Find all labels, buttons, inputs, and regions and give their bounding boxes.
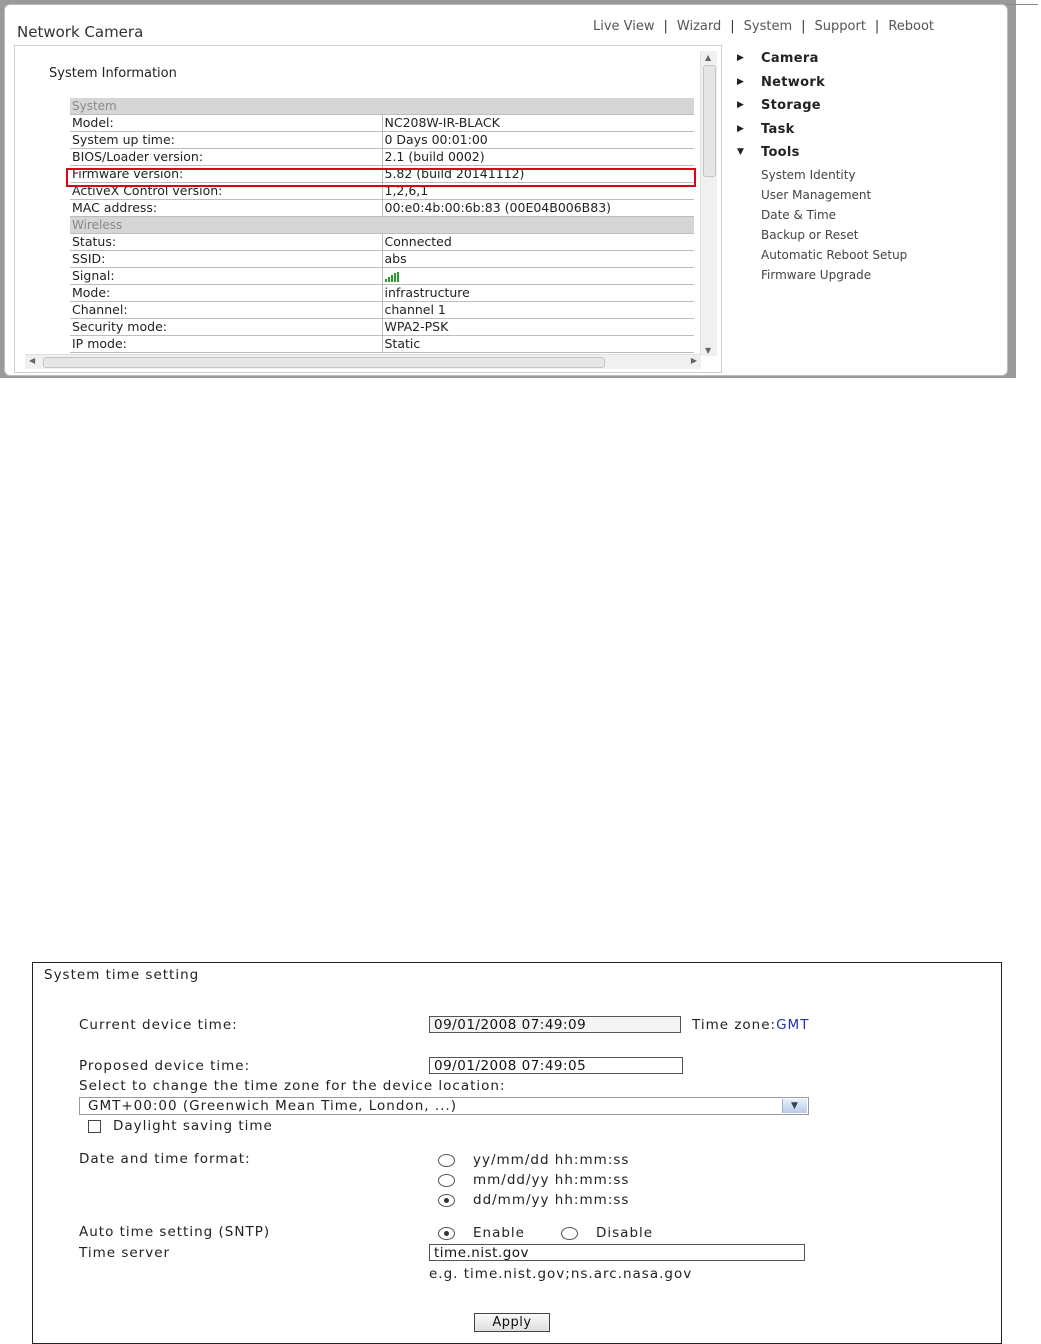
time-zone-label: Time zone: [692,1017,777,1033]
row-label: Mode: [70,285,382,302]
format-option-label: mm/dd/yy hh:mm:ss [473,1172,630,1188]
submenu-backup-reset[interactable]: Backup or Reset [761,227,859,242]
panel-title: System time setting [44,967,200,983]
row-value: 00:e0:4b:00:6b:83 (00E04B006B83) [382,200,694,217]
divider [1004,4,1038,5]
horizontal-scrollbar[interactable] [25,354,701,369]
chevron-down-icon[interactable]: ▼ [782,1099,807,1113]
table-row [70,319,694,336]
table-row [70,149,694,166]
table-row [70,268,694,285]
nav-separator: | [801,19,806,34]
table-group-header [70,217,694,234]
row-value: NC208W-IR-BLACK [382,115,694,132]
nav-system[interactable]: System [743,19,793,34]
menu-item-label: Camera [761,51,819,66]
menu-item-tools[interactable] [729,141,999,165]
time-server-label: Time server [79,1245,171,1261]
section-title: System Information [49,66,177,81]
row-value: 0 Days 00:01:00 [382,132,694,149]
group-name: Wireless [70,217,694,234]
row-value: WPA2-PSK [382,319,694,336]
table-row [70,285,694,302]
triangle-right-icon: ▶ [737,76,745,87]
scroll-left-arrow-icon[interactable]: ◀ [29,356,36,365]
table-row [70,200,694,217]
daylight-saving-checkbox[interactable] [88,1120,101,1133]
menu-item-label: Storage [761,98,821,113]
time-zone-display [692,1017,809,1033]
time-zone-selected-value: GMT+00:00 (Greenwich Mean Time, London, ...) [88,1098,457,1114]
current-device-time-field: 09/01/2008 07:49:09 [429,1016,681,1033]
nav-separator: | [874,19,880,34]
format-radio-ddmmyy[interactable] [438,1194,455,1207]
triangle-down-icon: ▼ [737,147,745,157]
nav-separator: | [663,19,668,34]
table-row-firmware-version [70,166,694,183]
triangle-right-icon: ▶ [737,100,745,110]
row-value: channel 1 [382,302,694,319]
table-row [70,115,694,132]
system-information-table [70,98,694,353]
scrollbar-thumb[interactable] [703,65,716,177]
scroll-up-arrow-icon[interactable]: ▲ [705,53,712,62]
submenu-automatic-reboot-setup[interactable]: Automatic Reboot Setup [761,247,908,262]
table-group-header [70,98,694,115]
row-value: abs [382,251,694,268]
sntp-disable-radio[interactable] [561,1227,578,1240]
proposed-device-time-input[interactable]: 09/01/2008 07:49:05 [429,1057,683,1074]
format-radio-yymmdd[interactable] [438,1154,455,1167]
nav-live-view[interactable]: Live View [593,19,655,34]
submenu-firmware-upgrade[interactable]: Firmware Upgrade [761,267,872,282]
table-row [70,336,694,353]
menu-item-label: Tools [761,145,800,160]
proposed-time-label: Proposed device time: [79,1058,251,1074]
apply-button[interactable]: Apply [474,1313,550,1332]
row-label: Security mode: [70,319,382,336]
sntp-disable-label: Disable [596,1225,654,1241]
time-zone-value: GMT [776,1017,810,1033]
submenu-system-identity[interactable]: System Identity [761,167,856,182]
menu-item-network[interactable] [729,71,999,95]
time-server-example: e.g. time.nist.gov;ns.arc.nasa.gov [429,1266,693,1282]
system-information-screenshot [0,0,1016,378]
current-time-label: Current device time: [79,1017,238,1033]
camera-admin-window [4,4,1008,376]
row-value: Connected [382,234,694,251]
row-label: System up time: [70,132,382,149]
table-row [70,251,694,268]
time-server-input[interactable]: time.nist.gov [429,1244,805,1261]
nav-support[interactable]: Support [814,19,866,34]
row-value: 1,2,6,1 [382,183,694,200]
table-row [70,183,694,200]
row-label: SSID: [70,251,382,268]
table-row [70,302,694,319]
row-value: Static [382,336,694,353]
system-time-setting-panel [32,962,1002,1344]
vertical-scrollbar[interactable] [700,51,717,356]
menu-item-label: Task [761,121,795,137]
row-label: ActiveX Control version: [70,183,382,200]
table-row [70,234,694,251]
time-zone-select[interactable] [79,1097,809,1115]
select-time-zone-label: Select to change the time zone for the device location: [79,1078,506,1094]
nav-separator: | [730,19,735,34]
triangle-right-icon: ▶ [737,53,745,63]
scrollbar-thumb[interactable] [43,357,605,368]
row-value: infrastructure [382,285,694,302]
date-time-format-label: Date and time format: [79,1151,251,1167]
row-label: MAC address: [70,200,382,217]
sntp-enable-radio[interactable] [438,1227,455,1240]
row-label: BIOS/Loader version: [70,149,382,166]
row-label: Model: [70,115,382,132]
format-radio-mmddyy[interactable] [438,1174,455,1187]
nav-wizard[interactable]: Wizard [676,19,722,34]
menu-item-label: Network [761,74,826,90]
row-label: Firmware version: [70,166,382,183]
menu-item-storage[interactable] [729,94,999,118]
row-label: IP mode: [70,336,382,353]
menu-item-task[interactable] [729,118,999,142]
row-label: Signal: [70,268,382,285]
format-option-label: dd/mm/yy hh:mm:ss [473,1192,630,1208]
scroll-down-arrow-icon[interactable]: ▼ [705,346,712,355]
daylight-saving-label: Daylight saving time [113,1118,273,1134]
app-title: Network Camera [17,23,144,41]
scroll-right-arrow-icon[interactable]: ▶ [690,356,697,365]
top-navigation [593,19,934,34]
sntp-label: Auto time setting (SNTP) [79,1224,271,1240]
submenu-user-management[interactable]: User Management [761,187,872,202]
side-menu [729,47,999,285]
table-row [70,132,694,149]
row-label: Channel: [70,302,382,319]
row-label: Status: [70,234,382,251]
row-value [382,268,694,285]
system-information-frame [14,45,722,373]
row-value: 2.1 (build 0002) [382,149,694,166]
triangle-right-icon: ▶ [737,123,745,134]
format-option-label: yy/mm/dd hh:mm:ss [473,1152,630,1168]
nav-reboot[interactable]: Reboot [888,19,935,34]
submenu-date-time[interactable]: Date & Time [761,207,837,222]
group-name: System [70,98,694,115]
row-value: 5.82 (build 20141112) [382,166,694,183]
signal-bars-icon [385,272,399,282]
sntp-enable-label: Enable [473,1225,525,1241]
menu-item-camera[interactable] [729,47,999,71]
